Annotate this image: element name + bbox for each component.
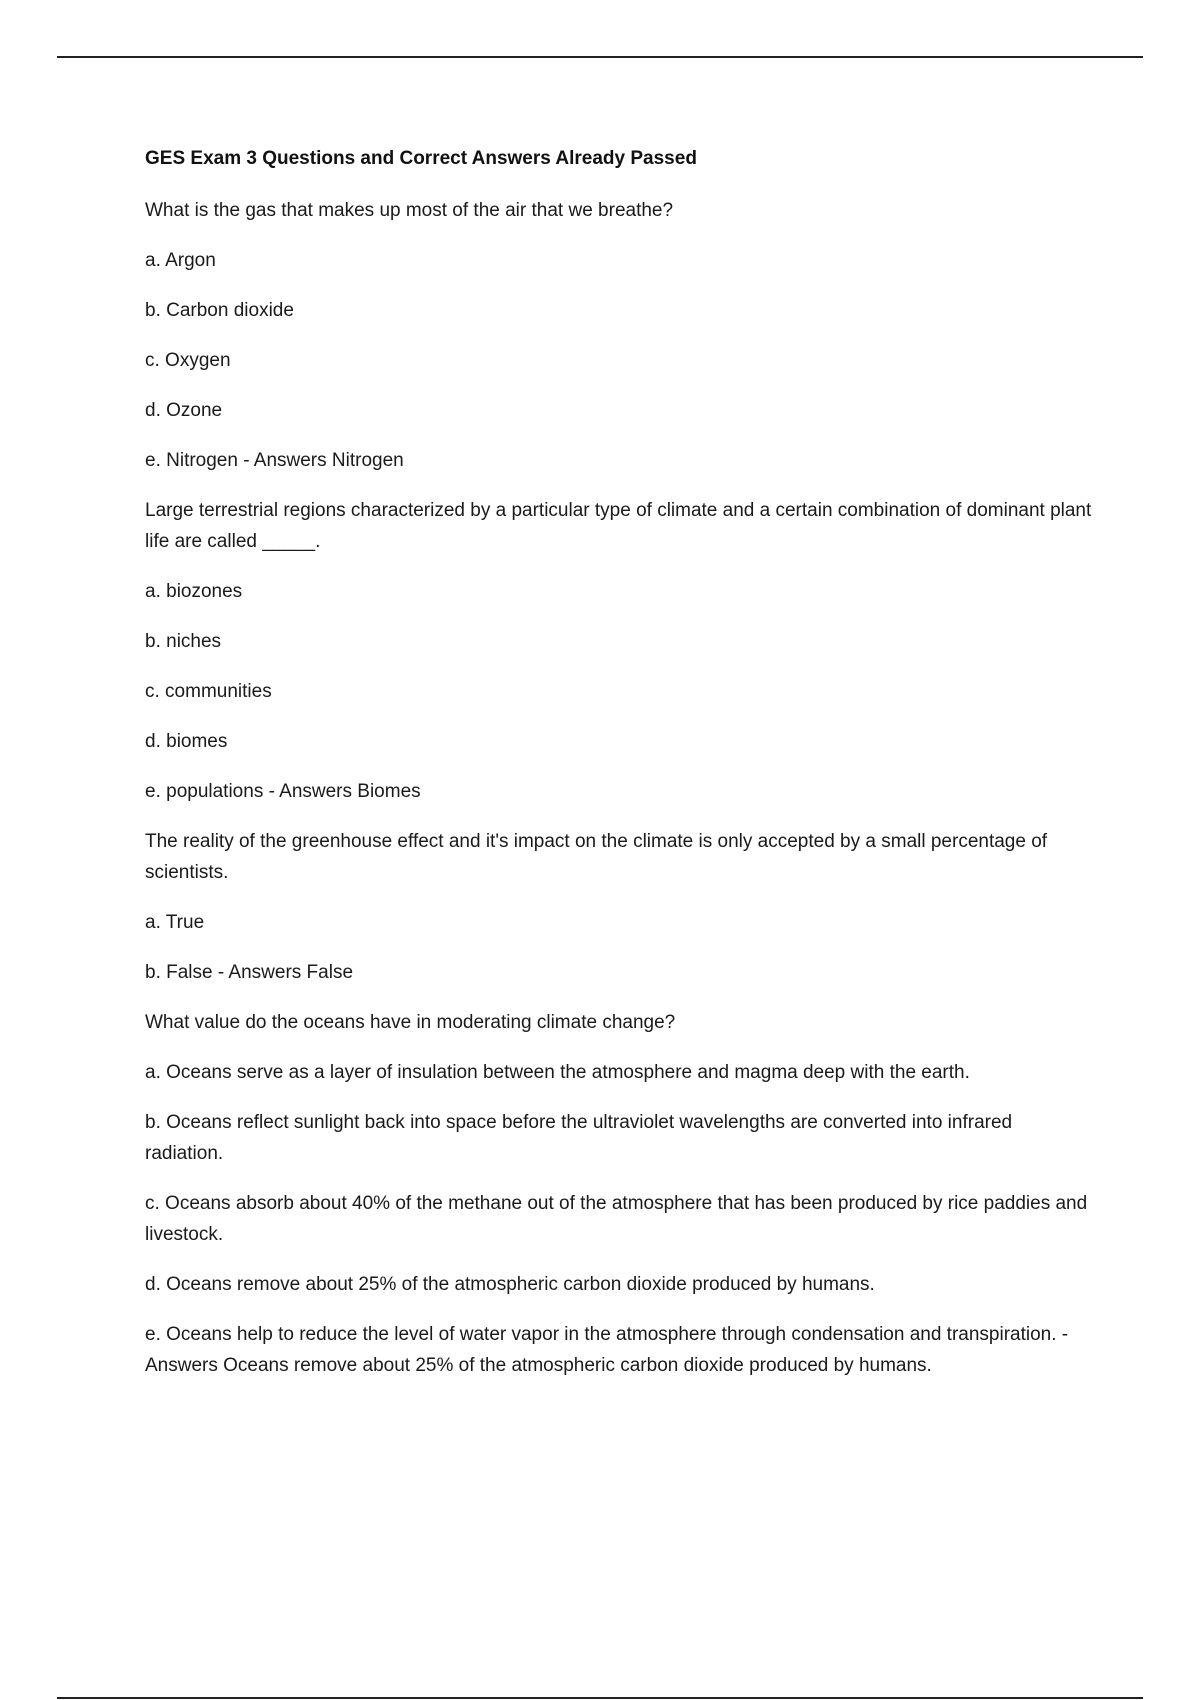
answer-option: b. Carbon dioxide	[145, 300, 294, 321]
answer-option: d. biomes	[145, 731, 228, 752]
answer-option: b. Oceans reflect sunlight back into space before the ultraviolet wavelengths are converted into infrared radiation.	[145, 1112, 1018, 1164]
question-text: What value do the oceans have in moderating climate change?	[145, 1012, 676, 1033]
answer-option: b. False - Answers False	[145, 962, 354, 983]
question-text: The reality of the greenhouse effect and it's impact on the climate is only accepted by a small percentage of scientists.	[145, 831, 1053, 883]
question-text: What is the gas that makes up most of the air that we breathe?	[145, 200, 674, 221]
answer-option: e. Oceans help to reduce the level of water vapor in the atmosphere through condensation and transpiration. - Answers Oceans remove about 25% of the atmospheric carbon dioxide produced by humans.	[145, 1324, 1073, 1376]
answer-option: a. Oceans serve as a layer of insulation between the atmosphere and magma deep with the earth.	[145, 1062, 970, 1083]
answer-option: c. communities	[145, 681, 272, 702]
footer-rule	[57, 1697, 1143, 1699]
question-2	[145, 495, 1095, 807]
header-rule	[57, 56, 1143, 58]
answer-option: c. Oxygen	[145, 350, 231, 371]
answer-option: d. Ozone	[145, 400, 223, 421]
question-3	[145, 826, 1095, 988]
document-title: GES Exam 3 Questions and Correct Answers Already Passed	[145, 148, 697, 169]
question-4	[145, 1007, 1095, 1381]
answer-option: b. niches	[145, 631, 222, 652]
answer-option: d. Oceans remove about 25% of the atmospheric carbon dioxide produced by humans.	[145, 1274, 875, 1295]
answer-option: a. biozones	[145, 581, 243, 602]
document-body	[145, 146, 1095, 1400]
answer-option: a. True	[145, 912, 205, 933]
answer-option: e. populations - Answers Biomes	[145, 781, 421, 802]
question-1	[145, 195, 1095, 476]
answer-option: e. Nitrogen - Answers Nitrogen	[145, 450, 404, 471]
answer-option: a. Argon	[145, 250, 216, 271]
answer-option: c. Oceans absorb about 40% of the methane out of the atmosphere that has been produced by rice paddies and livestock.	[145, 1193, 1093, 1245]
question-text: Large terrestrial regions characterized by a particular type of climate and a certain combination of dominant plant life are called _____.	[145, 500, 1097, 552]
